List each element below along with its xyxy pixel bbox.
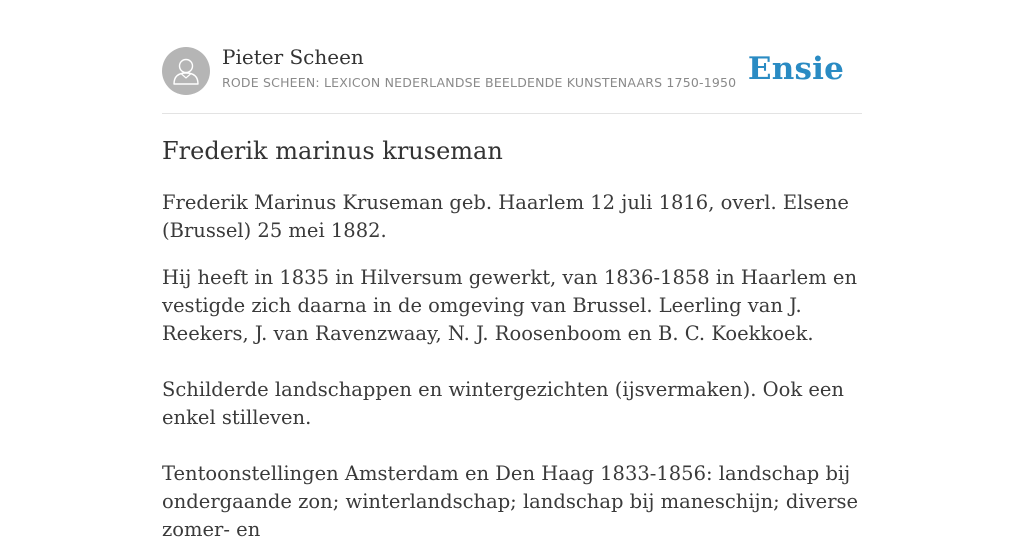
user-icon (162, 47, 210, 95)
article-paragraph-4: Tentoonstellingen Amsterdam en Den Haag 1833-1856: landschap bij ondergaande zon; winterlandschap; landschap bij maneschijn; diverse zomer- en (162, 462, 859, 541)
article-paragraph-1: Frederik Marinus Kruseman geb. Haarlem 12 juli 1816, overl. Elsene (Brussel) 25 mei 1882. (162, 191, 849, 242)
article-paragraph-3: Schilderde landschappen en wintergezichten (ijsvermaken). Ook een enkel stilleven. (162, 378, 844, 429)
author-header (162, 0, 862, 114)
avatar[interactable] (162, 47, 210, 95)
page-container (162, 0, 862, 541)
source-title[interactable]: RODE SCHEEN: LEXICON NEDERLANDSE BEELDENDE KUNSTENAARS 1750-1950 (222, 75, 737, 90)
article-title: Frederik marinus kruseman (162, 137, 503, 165)
article-paragraph-2: Hij heeft in 1835 in Hilversum gewerkt, van 1836-1858 in Haarlem en vestigde zich daarna in de omgeving van Brussel. Leerling van J. Reekers, J. van Ravenzwaay, N. J. Roosenboom en B. C. Koekkoek. (162, 266, 858, 345)
author-name[interactable]: Pieter Scheen (222, 45, 364, 69)
ensie-logo[interactable]: Ensie (747, 51, 844, 87)
